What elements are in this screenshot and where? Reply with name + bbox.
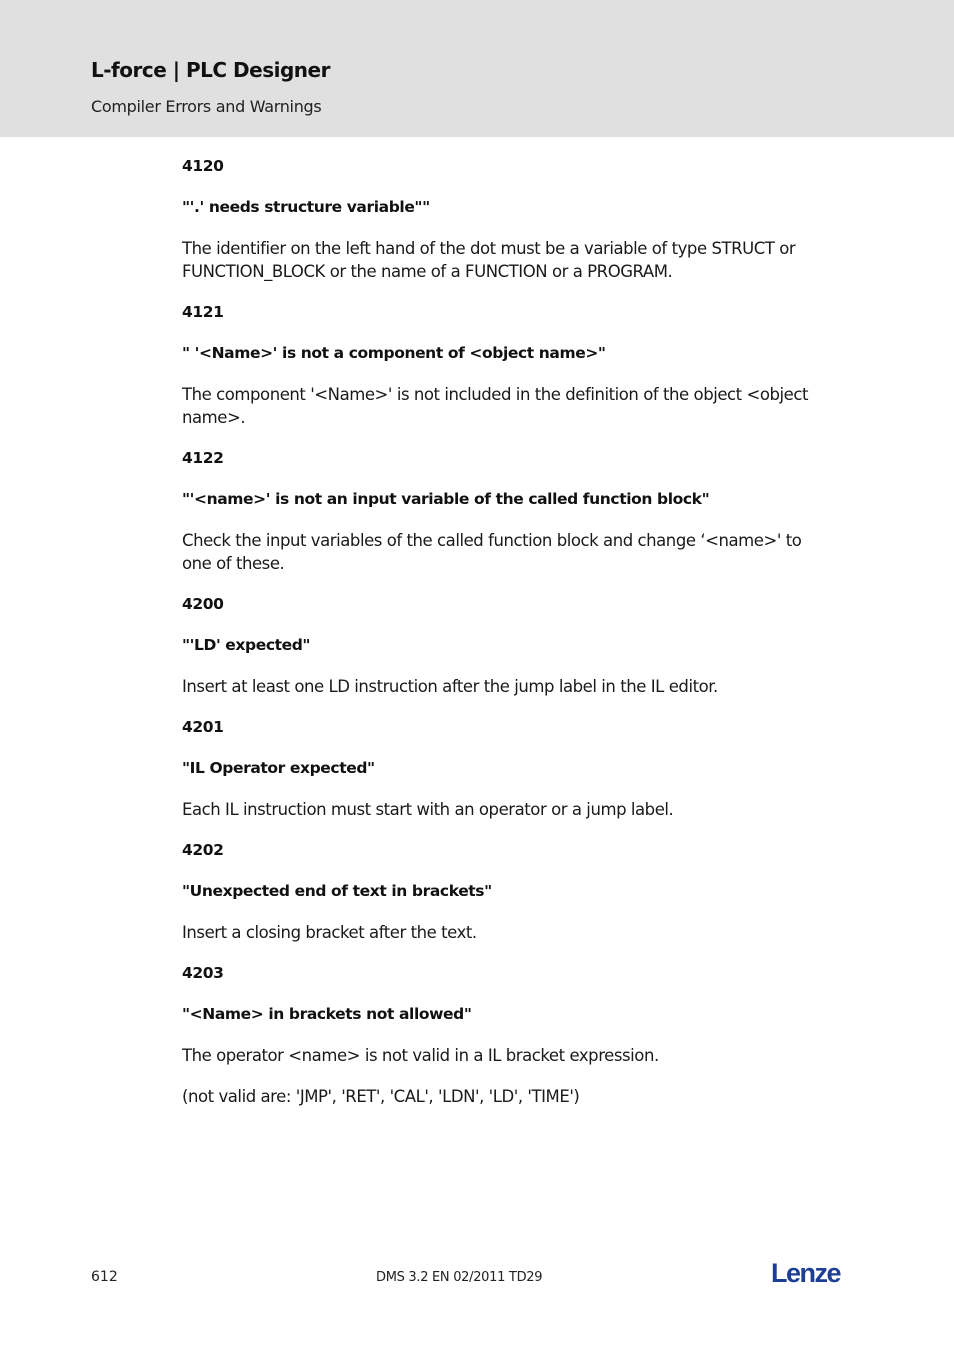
error-description-note: (not valid are: 'JMP', 'RET', 'CAL', 'LDN', 'LD', 'TIME') xyxy=(182,1087,580,1106)
error-code: 4121 xyxy=(182,303,224,321)
main-content xyxy=(182,155,832,1126)
error-message: "'<name>' is not an input variable of the called function block" xyxy=(182,490,710,508)
error-code: 4120 xyxy=(182,157,224,175)
error-description: The component '<Name>' is not included in the definition of the object <object name>. xyxy=(182,385,809,427)
error-description: The identifier on the left hand of the dot must be a variable of type STRUCT or FUNCTION_BLOCK or the name of a FUNCTION or a PROGRAM. xyxy=(182,239,796,281)
error-message: "Unexpected end of text in brackets" xyxy=(182,882,492,900)
document-id: DMS 3.2 EN 02/2011 TD29 xyxy=(376,1270,543,1285)
page-number: 612 xyxy=(91,1269,118,1285)
error-code: 4122 xyxy=(182,449,224,467)
error-code: 4202 xyxy=(182,841,224,859)
error-description: Each IL instruction must start with an operator or a jump label. xyxy=(182,800,674,819)
error-description: Check the input variables of the called function block and change ‘<name>' to one of these. xyxy=(182,531,802,573)
error-entry-4202 xyxy=(182,839,832,944)
lenze-logo xyxy=(770,1258,852,1288)
page-header xyxy=(0,0,954,137)
error-code: 4200 xyxy=(182,595,224,613)
error-message: "IL Operator expected" xyxy=(182,759,375,777)
document-title: L-force | PLC Designer xyxy=(91,58,330,82)
lenze-logo-text: Lenze xyxy=(771,1258,841,1288)
error-code: 4203 xyxy=(182,964,224,982)
error-code: 4201 xyxy=(182,718,224,736)
error-message: " '<Name>' is not a component of <object name>" xyxy=(182,344,606,362)
error-message: "'.' needs structure variable"" xyxy=(182,198,430,216)
error-message: "<Name> in brackets not allowed" xyxy=(182,1005,472,1023)
error-description: Insert a closing bracket after the text. xyxy=(182,923,477,942)
section-subtitle: Compiler Errors and Warnings xyxy=(91,97,322,116)
error-description: The operator <name> is not valid in a IL bracket expression. xyxy=(182,1046,659,1065)
error-entry-4122 xyxy=(182,447,832,575)
error-message: "'LD' expected" xyxy=(182,636,311,654)
error-description: Insert at least one LD instruction after the jump label in the IL editor. xyxy=(182,677,718,696)
error-entry-4120 xyxy=(182,155,832,283)
error-entry-4203 xyxy=(182,962,832,1108)
error-entry-4121 xyxy=(182,301,832,429)
error-entry-4200 xyxy=(182,593,832,698)
error-entry-4201 xyxy=(182,716,832,821)
